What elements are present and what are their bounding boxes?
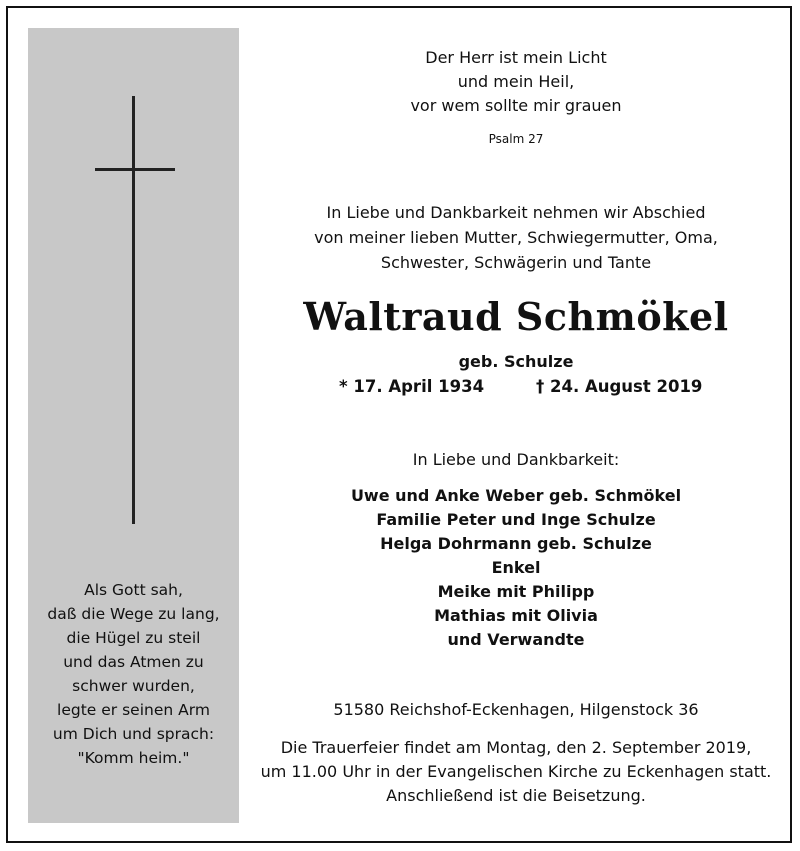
list-item: und Verwandte xyxy=(447,630,585,649)
deceased-name: Waltraud Schmökel xyxy=(303,294,729,339)
address: 51580 Reichshof-Eckenhagen, Hilgenstock 36 xyxy=(333,700,699,719)
poem-line: Als Gott sah, xyxy=(84,581,183,599)
list-item: Familie Peter und Inge Schulze xyxy=(376,510,656,529)
motto-source: Psalm 27 xyxy=(488,132,544,146)
intro-line: In Liebe und Dankbarkeit nehmen wir Abschied xyxy=(326,203,706,222)
motto xyxy=(240,46,792,118)
poem-line: um Dich und sprach: xyxy=(52,725,215,743)
service-line: Anschließend ist die Beisetzung. xyxy=(386,786,646,805)
list-item: Meike mit Philipp xyxy=(437,582,595,601)
motto-line: Der Herr ist mein Licht xyxy=(425,48,607,67)
service-line: um 11.00 Uhr in der Evangelischen Kirche zu Eckenhagen statt. xyxy=(260,762,772,781)
list-item: Mathias mit Olivia xyxy=(434,606,598,625)
mourners-list xyxy=(240,484,792,652)
poem-line: und das Atmen zu xyxy=(63,653,204,671)
intro-line: Schwester, Schwägerin und Tante xyxy=(380,253,652,272)
thanks-heading: In Liebe und Dankbarkeit: xyxy=(412,450,620,469)
service-info xyxy=(240,736,792,808)
motto-line: vor wem sollte mir grauen xyxy=(410,96,622,115)
poem-line: legte er seinen Arm xyxy=(57,701,210,719)
maiden-name: geb. Schulze xyxy=(458,352,574,371)
cross-icon-vertical xyxy=(132,96,135,524)
service-line: Die Trauerfeier findet am Montag, den 2. September 2019, xyxy=(280,738,752,757)
list-item: Uwe und Anke Weber geb. Schmökel xyxy=(350,486,682,505)
poem-line: schwer wurden, xyxy=(72,677,195,695)
birth-date: * 17. April 1934 xyxy=(339,377,485,396)
intro-text xyxy=(240,200,792,275)
list-item: Enkel xyxy=(491,558,541,577)
poem-line: daß die Wege zu lang, xyxy=(47,605,220,623)
intro-line: von meiner lieben Mutter, Schwiegermutter, Oma, xyxy=(314,228,718,247)
poem xyxy=(28,578,239,770)
motto-line: und mein Heil, xyxy=(457,72,575,91)
death-date: † 24. August 2019 xyxy=(536,377,703,396)
cross-icon-horizontal xyxy=(95,168,175,171)
poem-line: die Hügel zu steil xyxy=(66,629,201,647)
list-item: Helga Dohrmann geb. Schulze xyxy=(380,534,652,553)
poem-line: "Komm heim." xyxy=(77,749,190,767)
